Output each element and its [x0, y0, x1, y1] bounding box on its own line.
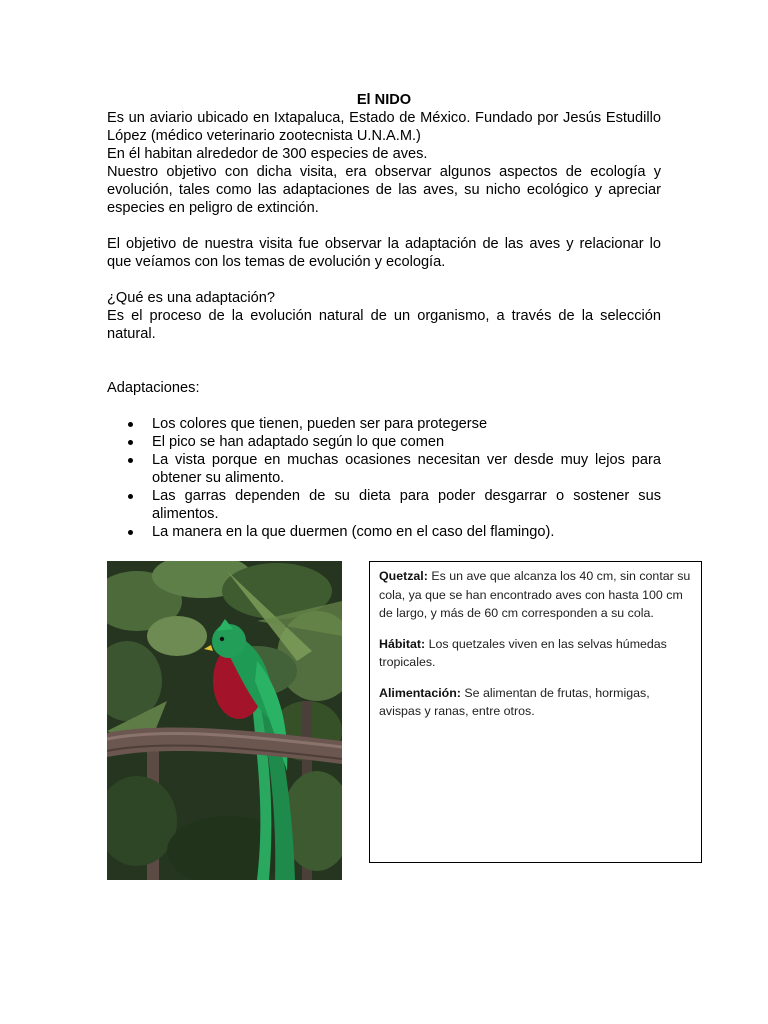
list-item: El pico se han adaptado según lo que comen: [107, 433, 661, 451]
intro-paragraph: Es un aviario ubicado en Ixtapaluca, Estado de México. Fundado por Jesús Estudillo López (médico veterinario zootecnista U.N.A.M.): [107, 110, 661, 144]
list-item: La vista porque en muchas ocasiones necesitan ver desde muy lejos para obtener su alimento.: [107, 451, 661, 487]
quetzal-label: Quetzal:: [379, 569, 428, 583]
quetzal-photo: [107, 561, 342, 880]
list-item: Los colores que tienen, pueden ser para protegerse: [107, 415, 661, 433]
list-item: La manera en la que duermen (como en el caso del flamingo).: [107, 523, 661, 541]
adaptations-list: [107, 415, 661, 541]
answer-paragraph: Es el proceso de la evolución natural de un organismo, a través de la selección natural.: [107, 308, 661, 342]
habitat-description: [379, 635, 692, 672]
document-title: El NIDO: [356, 92, 412, 108]
food-text: Se alimentan de frutas, hormigas, avispas y ranas, entre otros.: [379, 685, 650, 718]
species-line: En él habitan alrededor de 300 especies de aves.: [107, 146, 428, 162]
habitat-label: Hábitat:: [379, 636, 426, 651]
document-body: [107, 91, 661, 541]
quetzal-text: Es un ave que alcanza los 40 cm, sin contar su cola, ya que se han encontrado aves con hasta 100 cm de largo, y más de 60 cm corresponden a su cola.: [379, 569, 691, 620]
visit-paragraph: El objetivo de nuestra visita fue observar la adaptación de las aves y relacionar lo que veíamos con los temas de evolución y ecología.: [107, 236, 661, 270]
list-item: Las garras dependen de su dieta para poder desgarrar o sostener sus alimentos.: [107, 487, 661, 523]
quetzal-info-box: [369, 561, 702, 863]
food-description: [379, 684, 692, 721]
question-line: ¿Qué es una adaptación?: [107, 290, 275, 306]
quetzal-description: [379, 567, 692, 623]
adaptations-heading: Adaptaciones:: [107, 380, 200, 396]
habitat-text: Los quetzales viven en las selvas húmedas tropicales.: [379, 636, 667, 669]
food-label: Alimentación:: [379, 685, 461, 700]
objective-paragraph: Nuestro objetivo con dicha visita, era observar algunos aspectos de ecología y evolución, tales como las adaptaciones de las aves, su nicho ecológico y apreciar especies en peligro de extinción.: [107, 164, 661, 216]
